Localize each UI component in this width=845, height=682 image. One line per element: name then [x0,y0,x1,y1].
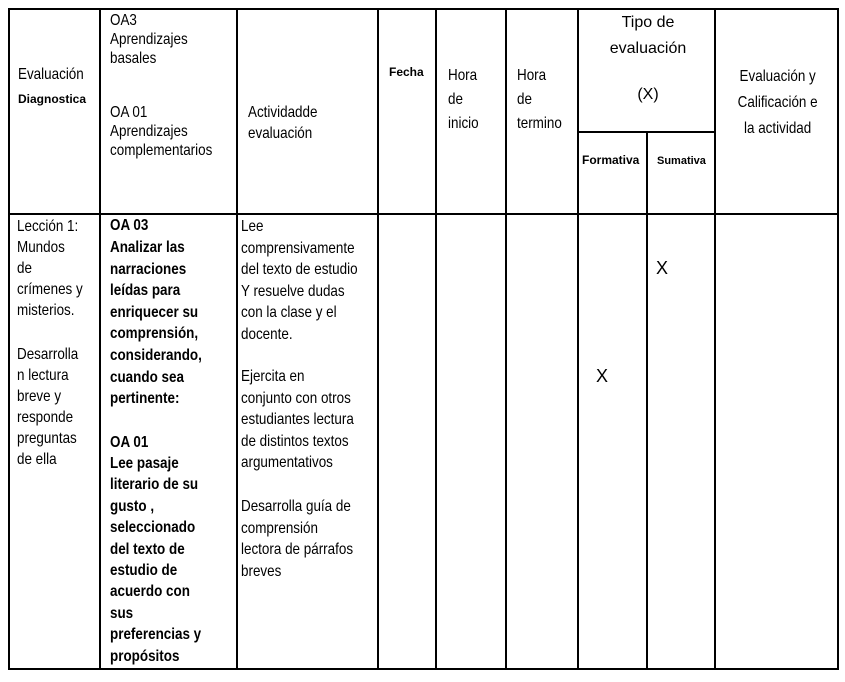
header-hora-inicio: Hora de inicio [448,67,479,132]
header-tipo-x: (X) [637,86,659,103]
row-actividad-2: Ejercita en conjunto con otros estudiantes lectura de distintos textos argumentativos [241,368,354,471]
header-calificacion: Evaluación y Calificación e la actividad [737,68,818,137]
row-actividad-3: Desarrolla guía de comprensión lectora de párrafos breves [241,498,354,580]
row-actividad-1: Lee comprensivamente del texto de estudio Y resuelve dudas con la clase y el docente. [241,218,358,343]
col-border-5 [505,8,507,670]
col-border-3 [377,8,379,670]
header-actividad: Actividadde evaluación [248,104,318,142]
header-oa3-basales: OA3 Aprendizajes basales [110,12,188,67]
header-fecha: Fecha [389,65,424,79]
header-evaluacion: Evaluación [18,66,84,83]
formativa-mark: X [596,366,609,386]
col-border-1 [99,8,101,670]
col-border-8 [714,8,716,670]
row-oa03-title: OA 03 [110,217,149,234]
col-border-7 [646,131,648,670]
row-desarrolla-lectura: Desarrolla n lectura breve y responde preguntas de ella [17,346,79,468]
row-oa03-text: Analizar las narraciones leídas para enriquecer su comprensión, considerando, cuando sea pertinente: [110,239,202,408]
leccion-text: Lección 1: Mundos de crímenes y misterios. [17,218,83,319]
col-border-2 [236,8,238,670]
sumativa-mark: X [656,258,669,278]
row-leccion [17,216,83,321]
row-oa01-title: OA 01 [110,434,149,451]
row-oa01-text: Lee pasaje literario de su gusto , seleccionado del texto de estudio de acuerdo con sus preferencias y propósitos [110,455,202,665]
header-formativa: Formativa [582,153,640,167]
header-diagnostica: Diagnostica [18,92,87,106]
header-oa01-complementarios: OA 01 Aprendizajes complementarios [110,104,213,159]
col-border-6 [577,8,579,670]
col-border-4 [435,8,437,670]
header-tipo-evaluacion: Tipo de evaluación [609,14,687,57]
col-border-0 [8,8,10,670]
header-sumativa: Sumativa [657,155,706,167]
col-border-9 [837,8,839,670]
header-hora-termino: Hora de termino [517,67,562,132]
